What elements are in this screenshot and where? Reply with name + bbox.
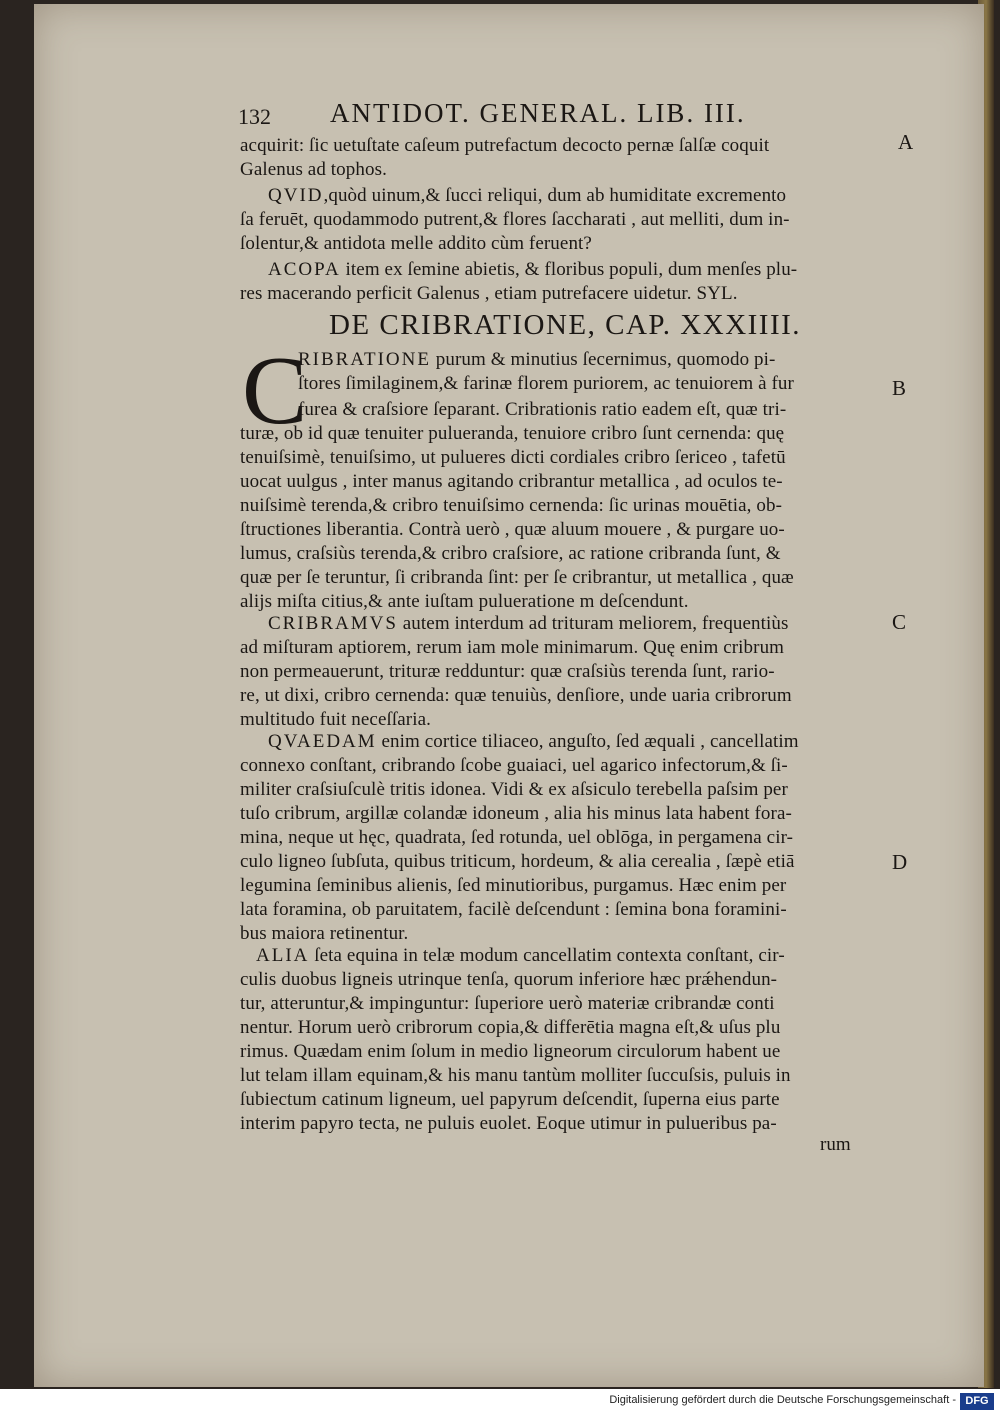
catchword: rum <box>820 1134 851 1155</box>
text-line <box>240 660 890 684</box>
text-line <box>240 992 890 1016</box>
text-line <box>240 1112 890 1136</box>
text-line <box>268 184 890 208</box>
line-text: culis duobus ligneis utrinque tenſa, quorum inferiore hæc prǽhendun- <box>240 969 778 990</box>
line-text: interim papyro tecta, ne puluis euolet. Eoque utimur in pulueribus pa- <box>240 1113 777 1134</box>
lead-word: ALIA <box>256 945 310 966</box>
line-text: autem interdum ad trituram meliorem, frequentiùs <box>397 613 789 634</box>
line-text: tenuiſsimè, tenuiſsimo, ut pulueres dicti cordiales cribro ſericeo , tafetū <box>240 447 786 468</box>
line-text: nentur. Horum uerò cribrorum copia,& differētia magna eſt,& uſus plu <box>240 1017 781 1038</box>
running-head: ANTIDOT. GENERAL. LIB. III. <box>330 98 746 128</box>
text-line <box>240 542 890 566</box>
line-text: non permeauerunt, trituræ redduntur: quæ craſsiùs terenda ſunt, rario- <box>240 661 775 682</box>
text-line <box>240 158 890 182</box>
lead-word: QVID <box>268 185 324 206</box>
line-text: lata foramina, ob paruitatem, facilè deſcendunt : ſemina bona foramini- <box>240 899 787 920</box>
line-text: furea & craſsiore ſeparant. Cribrationis ratio eadem eſt, quæ tri- <box>298 399 787 420</box>
line-text: rimus. Quædam enim ſolum in medio ligneorum circulorum habent ue <box>240 1041 781 1062</box>
funding-credit: Digitalisierung gefördert durch die Deutsche Forschungsgemeinschaft - <box>609 1394 956 1406</box>
text-line <box>240 470 890 494</box>
text-line <box>240 636 890 660</box>
dfg-logo: DFG <box>960 1393 994 1410</box>
line-text: enim cortice tiliaceo, anguſto, ſed æquali , cancellatim <box>376 731 799 752</box>
text-line <box>240 708 890 732</box>
line-text: uocat uulgus , inter manus agitando cribrantur metallica , ad oculos te- <box>240 471 783 492</box>
text-line <box>240 1016 890 1040</box>
line-text: connexo conſtant, cribrando ſcobe guaiaci, uel agarico infectorum,& ſi- <box>240 755 788 776</box>
line-text: ſolentur,& antidota melle addito cùm feruent? <box>240 233 592 254</box>
text-line <box>240 494 890 518</box>
text-line <box>298 348 890 372</box>
text-line <box>298 398 890 422</box>
line-text: militer craſsiuſculè tritis idonea. Vidi & ex aſsiculo terebella paſsim per <box>240 779 788 800</box>
text-line <box>268 612 890 636</box>
line-text: mina, neque ut hęc, quadrata, ſed rotunda, uel oblōga, in pergamena cir- <box>240 827 794 848</box>
line-text: quæ per ſe teruntur, ſi cribranda ſint: per ſe cribrantur, ut metallica , quæ <box>240 567 794 588</box>
line-text: multitudo fuit neceſſaria. <box>240 709 431 730</box>
text-line <box>240 778 890 802</box>
line-text: Galenus ad tophos. <box>240 159 387 180</box>
line-text: ad miſturam aptiorem, rerum iam mole minimarum. Quę enim cribrum <box>240 637 785 658</box>
text-line <box>240 1088 890 1112</box>
margin-letter-a: A <box>898 130 914 154</box>
text-line <box>240 826 890 850</box>
line-text: purum & minutius ſecernimus, quomodo pi- <box>430 349 776 370</box>
line-text: tur, atteruntur,& impinguntur: ſuperiore uerò materiæ cribrandæ conti <box>240 993 775 1014</box>
text-line <box>240 208 890 232</box>
text-line <box>240 566 890 590</box>
text-line <box>240 1040 890 1064</box>
page-number: 132 <box>238 104 271 129</box>
lead-word: ACOPA <box>268 259 341 280</box>
margin-letter-d: D <box>892 850 908 874</box>
text-line <box>240 446 890 470</box>
text-line <box>240 802 890 826</box>
footer-bar <box>0 1389 1000 1415</box>
line-text: item ex ſemine abietis, & floribus populi, dum menſes plu- <box>340 259 798 280</box>
text-line <box>240 282 890 306</box>
lead-word: QVAEDAM <box>268 731 377 752</box>
margin-letter-b: B <box>892 376 907 400</box>
line-text: lumus, craſsiùs terenda,& cribro craſsiore, ac ratione cribranda ſunt, & <box>240 543 781 564</box>
drop-cap: C <box>242 337 308 445</box>
running-header <box>238 98 898 134</box>
text-line <box>240 968 890 992</box>
line-text: lut telam illam equinam,& his manu tantùm molliter ſuccuſsis, puluis in <box>240 1065 791 1086</box>
text-line <box>240 422 890 446</box>
margin-letter-c: C <box>892 610 907 634</box>
text-line <box>240 1064 890 1088</box>
text-line <box>256 944 890 968</box>
line-text: res macerando perficit Galenus , etiam putrefacere uidetur. SYL. <box>240 283 738 304</box>
line-text: ſubiectum catinum ligneum, uel papyrum deſcendit, ſuperna eius parte <box>240 1089 780 1110</box>
line-text: ſtores ſimilaginem,& farinæ florem puriorem, ac tenuiorem à fur <box>298 373 794 394</box>
text-line <box>240 684 890 708</box>
line-text: acquirit: ſic uetuſtate caſeum putrefactum decocto pernæ ſalſæ coquit <box>240 135 770 156</box>
line-text: re, ut dixi, cribro cernenda: quæ tenuiùs, denſiore, unde uaria cribrorum <box>240 685 792 706</box>
line-text: culo ligneo ſubſuta, quibus triticum, hordeum, & alia cerealia , ſæpè etiā <box>240 851 795 872</box>
text-line <box>240 518 890 542</box>
text-line <box>240 874 890 898</box>
line-text: tuſo cribrum, argillæ colandæ idoneum , alia his minus lata habent fora- <box>240 803 792 824</box>
text-line <box>268 258 890 282</box>
text-line <box>298 372 890 396</box>
text-line <box>240 232 890 256</box>
line-text: nuiſsimè terenda,& cribro tenuiſsimo cernenda: ſic urinas mouētia, ob- <box>240 495 783 516</box>
line-text: alijs miſta citius,& ante iuſtam pulueratione m deſcendunt. <box>240 591 689 612</box>
text-line <box>240 754 890 778</box>
line-text: ſeta equina in telæ modum cancellatim contexta conſtant, cir- <box>309 945 785 966</box>
text-line <box>240 590 890 614</box>
lead-word: CRIBRAMVS <box>268 613 398 634</box>
line-text: ſa feruēt, quodammodo putrent,& flores ſaccharati , aut melliti, dum in- <box>240 209 790 230</box>
line-text: legumina ſeminibus alienis, ſed minutioribus, purgamus. Hæc enim per <box>240 875 787 896</box>
text-line <box>240 850 890 874</box>
line-text: turæ, ob id quæ tenuiter pulueranda, tenuiore cribro ſunt cernenda: quę <box>240 423 785 444</box>
line-text: ſtructiones liberantia. Contrà uerò , quæ aluum mouere , & purgare uo- <box>240 519 785 540</box>
chapter-title: DE CRIBRATIONE, CAP. XXXIIII. <box>328 309 802 341</box>
line-text: bus maiora retinentur. <box>240 923 409 944</box>
lead-word: RIBRATIONE <box>298 349 431 370</box>
text-line <box>268 730 890 754</box>
text-line <box>240 898 890 922</box>
text-line <box>240 134 890 158</box>
text-line <box>240 922 890 946</box>
line-text: ,quòd uinum,& ſucci reliqui, dum ab humiditate excremento <box>323 185 787 206</box>
